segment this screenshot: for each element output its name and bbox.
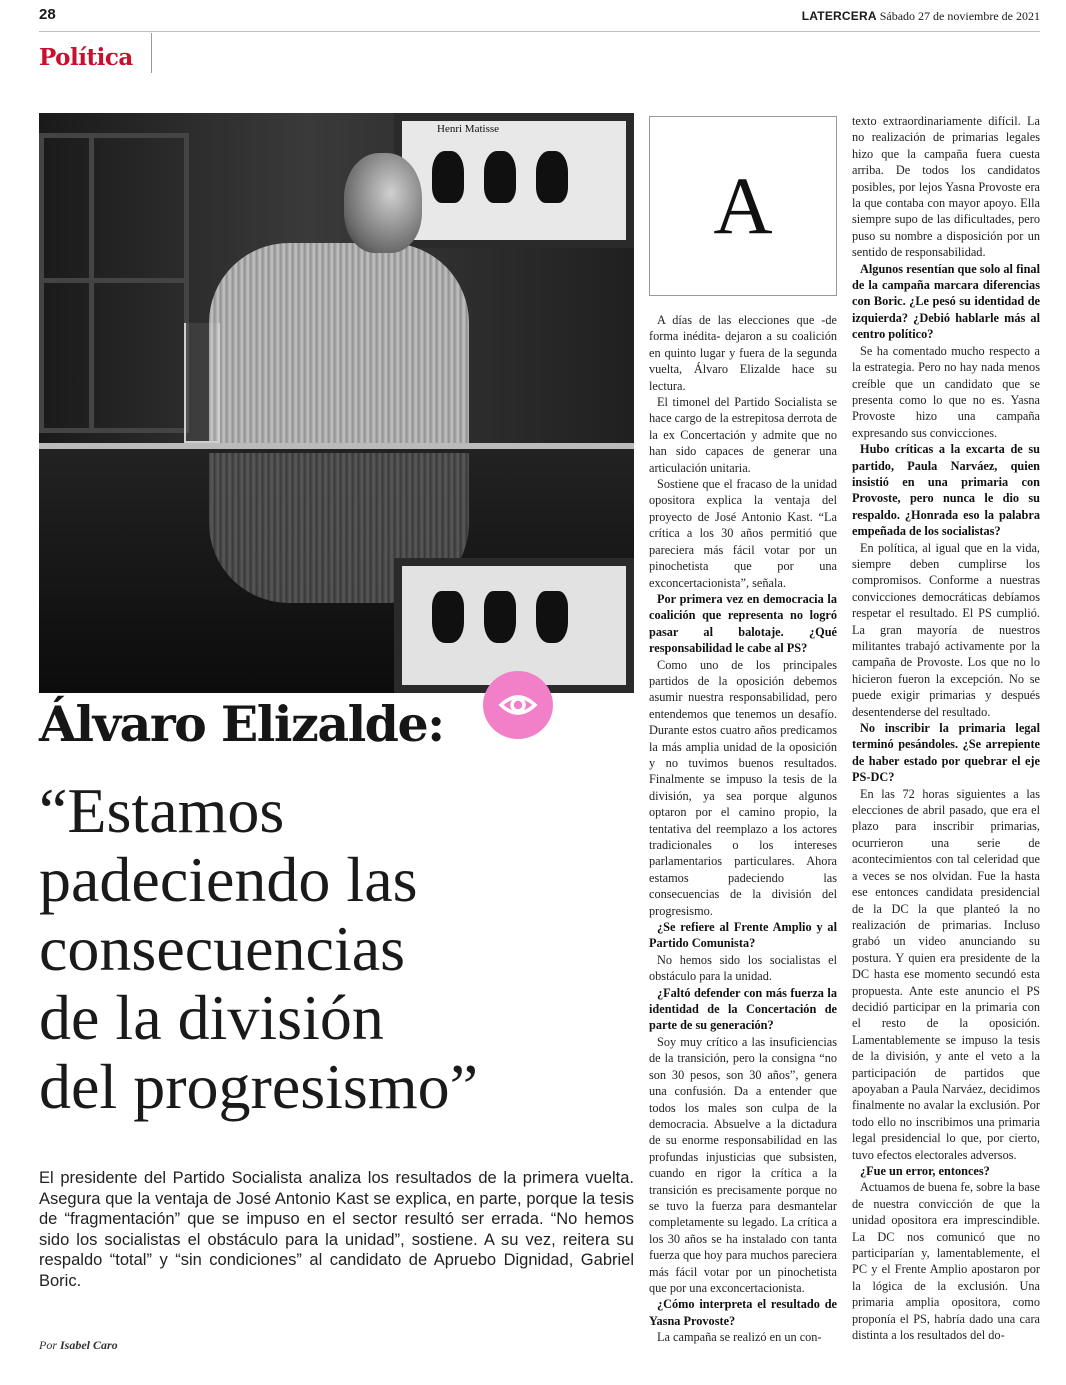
quote-line: “Estamos [39, 775, 285, 846]
byline-prefix: Por [39, 1338, 57, 1352]
photo-window [39, 133, 189, 433]
frame-label: Henri Matisse [437, 123, 500, 135]
brand-name: LATERCERA [801, 9, 877, 23]
person-body [209, 243, 469, 443]
matisse-frame [394, 113, 634, 248]
frame-art [484, 151, 516, 203]
article-column-2 [852, 113, 1040, 1353]
header-divider [39, 31, 1040, 32]
article-paragraph: texto extraordinariamente difícil. La no realización de primarias legales hizo que la campaña fuera cuesta arriba. De todos los candidatos posibles, por lejos Yasna Provoste era la que contaba con mayor apoyo. Ella siempre supo de las dificultades, pero puso su nombre a disposición por un sentido de responsabilidad. [852, 114, 1040, 260]
frame-art [484, 591, 516, 643]
article-paragraph: Como uno de los principales partidos de la oposición debemos asumir nuestra responsabilidad, pero entendemos que tenemos un desafío. Durante estos cuatro años predicamos la más amplia unidad de la oposición y no tuvimos buenos resultados. Finalmente se impuso la tesis de la división, ya sea porque algunos optaron por el camino propio, la tentativa del reemplazo a los actores tradicionales o los intereses parlamentarios particulares. Ahora estamos padeciendo las consecuencias de la división del progresismo. [649, 657, 837, 918]
interview-question: ¿Fue un error, entonces? [860, 1164, 990, 1178]
interview-question: Por primera vez en democracia la coalición que representa no logró pasar al balotaje. ¿Qué responsabilidad le cabe al PS? [649, 591, 837, 656]
eye-icon-glyph [498, 685, 538, 725]
article-paragraph: Actuamos de buena fe, sobre la base de nuestra convicción de que la unidad opositora era imprescindible. La DC nos comunicó que no participarían y, lamentablemente, el PC y el Frente Amplio apostaron por la lógica de la exclusión. Una primaria amplia opositora, como proponía el PS, habría dado una cara distinta a los resultados del do- [852, 1180, 1040, 1343]
article-paragraph: A días de las elecciones que -de forma inédita- dejaron a su coalición en quinto lugar y fuera de la segunda vuelta, Álvaro Elizalde hace su lectura. [649, 313, 837, 393]
frame-art [536, 591, 568, 643]
dropcap-box [649, 116, 837, 296]
interview-question: ¿Cómo interpreta el resultado de Yasna Provoste? [649, 1297, 837, 1328]
dropcap-letter: A [713, 160, 773, 251]
quote-line: consecuencias [39, 913, 406, 984]
section-divider [151, 33, 152, 73]
article-paragraph: Sostiene que el fracaso de la unidad opositora explica la ventaja del proyecto de José Antonio Kast. “La crítica a los 30 años permitió que pareciera más fácil votar por un pinochetista que por una exconcertacionista”, señala. [649, 477, 837, 590]
interviewee-name: Álvaro Elizalde: [39, 695, 444, 753]
section-title: Política [39, 44, 133, 71]
eye-icon[interactable] [483, 671, 553, 739]
interview-question: No inscribir la primaria legal terminó pesándoles. ¿Se arrepiente de haber estado por quebrar el eje PS-DC? [852, 721, 1040, 785]
frame-art [536, 151, 568, 203]
interview-question: Algunos resentían que solo al final de la campaña marcara diferencias con Boric. ¿Le pesó su identidad de izquierda? ¿Debió hablarle más al centro político? [852, 261, 1040, 342]
headline-quote [39, 776, 639, 1121]
person-head [344, 153, 422, 253]
byline [39, 1338, 118, 1353]
frame-art [432, 591, 464, 643]
masthead [802, 9, 1040, 24]
article-paragraph: En política, al igual que en la vida, siempre deben cumplirse los compromisos. Conforme a nuestras convicciones democráticas debíamos respetar el resultado. El PS cumplió. La gran mayoría de nuestros militantes trabajó activamente por la campaña de Provoste. Los que no lo hicieron fueron la excepción. No se puede exigir primarias y después desentenderse del resultado. [852, 540, 1040, 719]
interview-question: ¿Faltó defender con más fuerza la identidad de la Concertación de parte de su generación? [649, 985, 837, 1033]
article-paragraph: El timonel del Partido Socialista se hace cargo de la estrepitosa derrota de la ex Concertación y admite que no han sido capaces de generar una articulación unitaria. [649, 395, 837, 475]
article-paragraph: Se ha comentado mucho respecto a la estrategia. Pero no hay nada menos creíble que un candidato que se presenta como lo que no es. Yasna Provoste hizo una campaña expresando sus convicciones. [852, 343, 1040, 440]
article-paragraph: La campaña se realizó en un con- [657, 1330, 822, 1345]
byline-author: Isabel Caro [60, 1338, 118, 1352]
article-column-1 [649, 312, 837, 1352]
article-paragraph: Soy muy crítico a las insuficiencias de la transición, pero la consigna “no son 30 pesos, son 30 años”, genera una confusión. Da a entender que todos los males son culpa de la democracia. Absuelve a la dictadura de su enorme responsabilidad en las profundas injusticias que subsisten, cuando en rigor la crítica a la transición es precisamente porque no se tuvo la fuerza para desmantelar completamente su legado. La crítica a los 30 años se ha instalado con tanta fuerza que hoy para muchos pareciera más fácil votar por un pinochetista que por una exconcertacionista. [649, 1034, 837, 1295]
interview-question: ¿Se refiere al Frente Amplio y al Partido Comunista? [649, 920, 837, 951]
quote-line: del progresismo” [39, 1051, 478, 1122]
issue-date: Sábado 27 de noviembre de 2021 [879, 9, 1040, 23]
quote-line: de la división [39, 982, 384, 1053]
water-glass [184, 323, 220, 443]
page-number: 28 [39, 6, 56, 23]
quote-line: padeciendo las [39, 844, 418, 915]
portrait-photo [39, 113, 634, 693]
article-paragraph: En las 72 horas siguientes a las elecciones de abril pasado, que era el plazo para inscribir primarias, ocurrieron una serie de acontecimientos con tal celeridad que a veces se nos olvidan. Fue la hasta ese entonces candidata presidencial de la DC la que planteó la no realización de primarias. Incluso grabó un video anunciando su postura. Y quien era presidente de la DC hasta ese momento secundó esta propuesta. Ante este anuncio el PS decidió participar en la primaria con el resto de la oposición. Lamentablemente se impuso la tesis de la división, y ante el veto a la participación de partidos que apoyaban a Paula Narváez, decidimos finalmente no avalar la exclusión. Por todo ello no inscribimos una primaria legal presidencial lo que, por cierto, tuvo efectos electorales adversos. [852, 786, 1040, 1162]
article-paragraph: No hemos sido los socialistas el obstáculo para la unidad. [649, 952, 837, 984]
interview-question: Hubo críticas a la excarta de su partido, Paula Narváez, quien insistió en una primaria con Provoste, pero nunca le dio su respaldo. ¿Honrada eso la palabra empeñada de los socialistas? [852, 442, 1040, 539]
frame-art [432, 151, 464, 203]
lede-paragraph: El presidente del Partido Socialista analiza los resultados de la primera vuelta. Asegura que la ventaja de José Antonio Kast se explica, en parte, porque la tesis de “fragmentación” que se impuso en el sector resultó ser errada. “No hemos sido los socialistas el obstáculo para la unidad”, sostiene. A su vez, reitera su respaldo “total” y “sin condiciones” al candidato de Apruebo Dignidad, Gabriel Boric. [39, 1169, 634, 1290]
